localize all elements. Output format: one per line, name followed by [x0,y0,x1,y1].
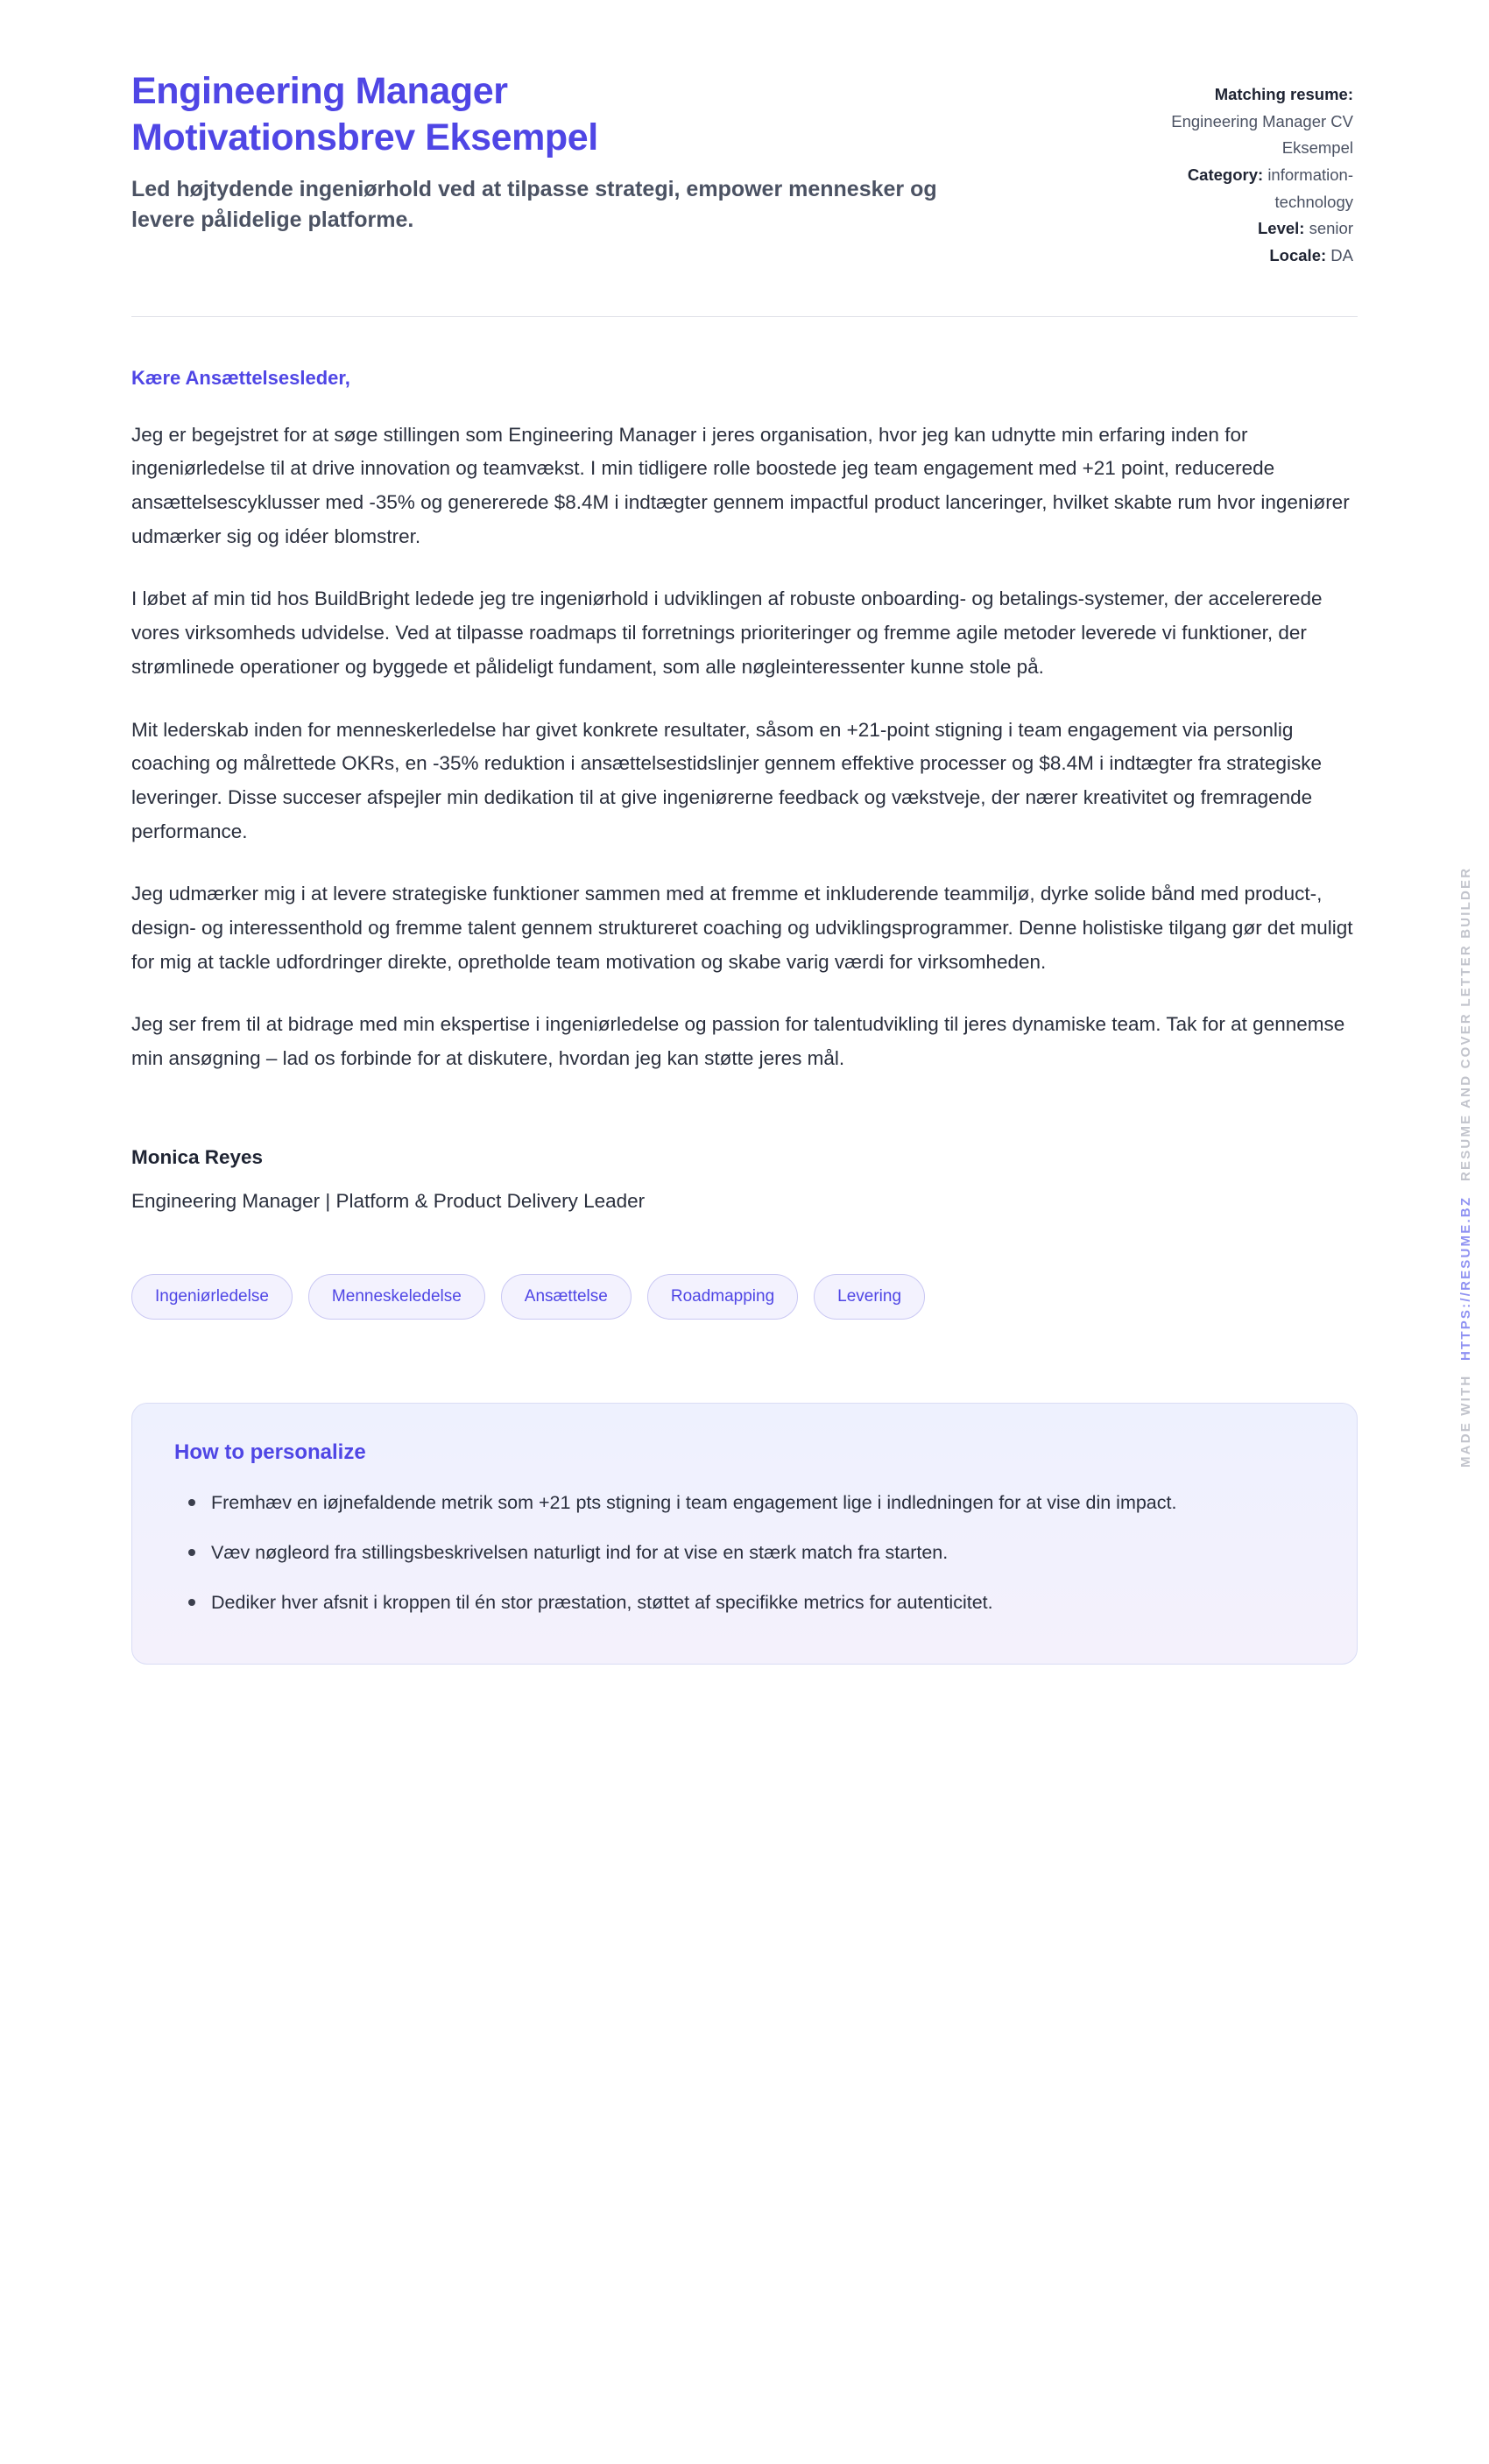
watermark-prefix: MADE WITH [1458,1374,1473,1468]
meta-locale-label: Locale: [1269,246,1327,265]
page-title-line-2: Motivationsbrev Eksempel [131,116,598,159]
watermark-suffix: RESUME AND COVER LETTER BUILDER [1458,867,1473,1182]
header-divider [131,316,1358,317]
skill-tag[interactable]: Ansættelse [501,1274,632,1320]
how-to-personalize-list [174,1488,1315,1619]
meta-category-value-line-2: technology [1274,192,1353,211]
skill-tag[interactable]: Levering [814,1274,925,1320]
letter-paragraph: Jeg er begejstret for at søge stillingen som Engineering Manager i jeres organisation, hvor jeg kan udnytte min erfaring inden for ingeniørledelse til at drive innovation og teamvækst. I min tidligere rolle boostede jeg team engagement med +21 point, reducerede ansættelsescyklusser med -35% og genererede $8.4M i indtægter gennem impactful product lanceringer, hvilket skabte rum hvor ingeniører udmærker sig og idéer blomstrer. [131,423,1350,547]
list-item: Væv nøgleord fra stillingsbeskrivelsen naturligt ind for at vise en stærk match fra starten. [174,1538,1313,1568]
letter-paragraph: Jeg ser frem til at bidrage med min ekspertise i ingeniørledelse og passion for talentudvikling til jeres dynamiske team. Tak for at gennemse min ansøgning – lad os forbinde for at diskutere, hvordan jeg kan støtte jeres mål. [131,1013,1345,1070]
meta-matching-resume [1064,82,1353,108]
meta-locale-value: DA [1330,246,1353,265]
document-meta [1064,68,1353,271]
meta-level [1064,216,1353,242]
letter-paragraph: Mit lederskab inden for menneskerledelse har givet konkrete resultater, såsom en +21-point stigning i team engagement via personlig coaching og målrettede OKRs, en -35% reduktion i ansættelsestidslinjer gennem effektive processer og $8.4M i indtægter fra strategiske leveringer. Disse succeser afspejler min dedikation til at give ingeniørerne feedback og vækstveje, der nærer kreativitet og fremragende performance. [131,718,1323,842]
skill-tag-list [131,1274,1358,1320]
page-subtitle: Led højtydende ingeniørhold ved at tilpasse strategi, empower mennesker og levere pålidelige platforme. [131,176,937,233]
watermark-link[interactable]: HTTPS://RESUME.BZ [1458,1195,1473,1361]
meta-matching-resume-value-line-2: Eksempel [1281,138,1353,158]
meta-matching-resume-label: Matching resume: [1214,85,1353,103]
meta-matching-resume-value-line-1: Engineering Manager CV [1171,111,1353,130]
letter-body [0,367,1489,1320]
page-title-line-1: Engineering Manager [131,70,508,112]
list-item: Dediker hver afsnit i kroppen til én stor præstation, støttet af specifikke metrics for autenticitet. [174,1588,1313,1618]
meta-category-value-line-1: information- [1267,165,1353,185]
meta-level-label: Level: [1258,219,1305,238]
document-header [0,0,1489,271]
skill-tag[interactable]: Ingeniørledelse [131,1274,293,1320]
skill-tag[interactable]: Roadmapping [647,1274,798,1320]
how-to-personalize-title: How to personalize [174,1440,366,1464]
how-to-personalize-panel [131,1403,1358,1665]
meta-category-value-2 [1064,190,1353,215]
meta-category-label: Category: [1187,165,1264,185]
meta-level-value: senior [1309,219,1353,238]
header-left [131,68,972,236]
list-item: Fremhæv en iøjnefaldende metrik som +21 pts stigning i team engagement lige i indledningen for at vise din impact. [174,1488,1313,1518]
signature-name: Monica Reyes [131,1145,264,1168]
meta-matching-resume-value-2 [1064,136,1353,161]
letter-paragraph: I løbet af min tid hos BuildBright ledede jeg tre ingeniørhold i udviklingen af robuste onboarding- og betalings-systemer, der accelererede vores virksomheds udvidelse. Ved at tilpasse roadmaps til forretnings prioriteringer og fremme agile metoder leverede vi funktioner, der strømlinede operationer og byggede et pålideligt fundament, som alle nøgleinteressenter kunne stole på. [131,588,1323,678]
signature-role: Engineering Manager | Platform & Product Delivery Leader [131,1189,646,1212]
made-with-watermark [1458,867,1473,1468]
letter-salutation: Kære Ansættelsesleder, [131,366,350,389]
skill-tag[interactable]: Menneskeledelse [308,1274,485,1320]
meta-locale [1064,243,1353,269]
meta-category [1064,163,1353,188]
meta-matching-resume-value [1064,109,1353,135]
letter-paragraph: Jeg udmærker mig i at levere strategiske funktioner sammen med at fremme et inkluderende teammiljø, dyrke solide bånd med product-, design- og interessenthold og fremme talent gennem struktureret coaching og udviklingsprogrammer. Denne holistiske tilgang gør det muligt for mig at tackle udfordringer direkte, opretholde team motivation og skabe varig værdi for virksomheden. [131,883,1353,973]
page-title [131,68,972,162]
